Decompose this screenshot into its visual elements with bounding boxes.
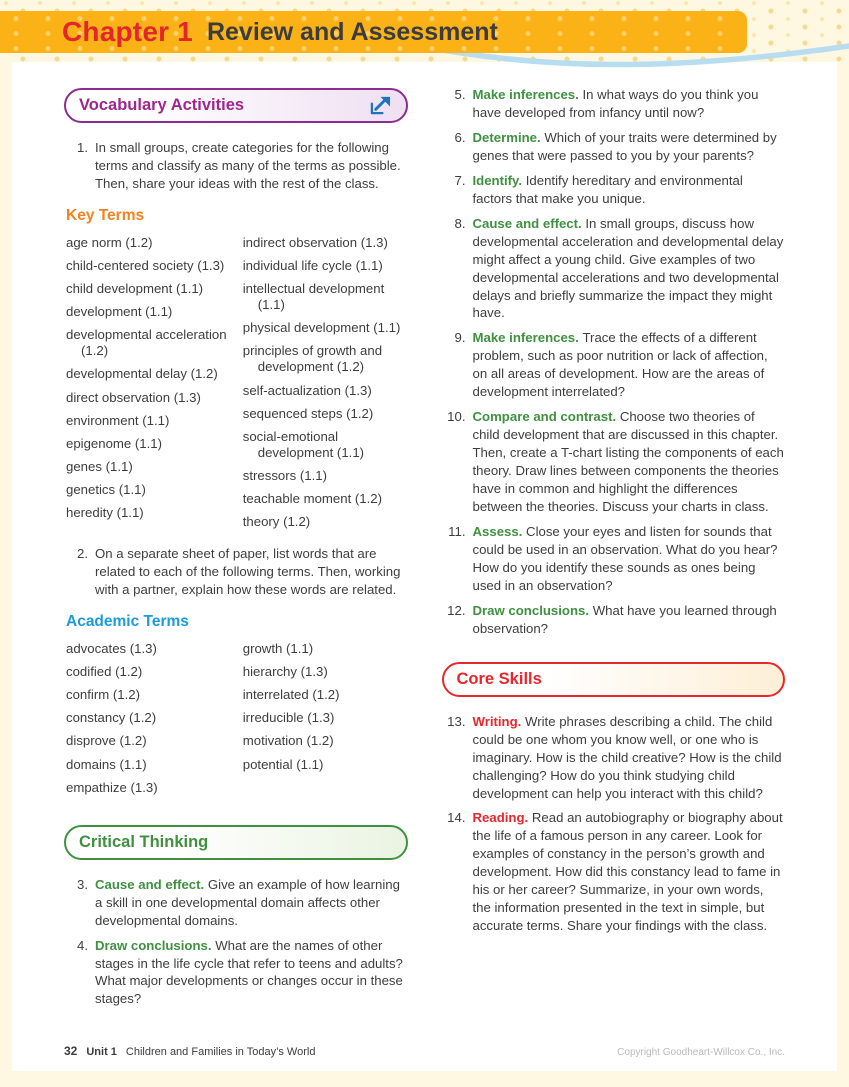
question-text <box>473 523 786 595</box>
question-item <box>64 876 408 930</box>
academic-term: constancy (1.2) <box>66 710 157 726</box>
question-item <box>442 129 786 165</box>
academic-terms-column-1 <box>66 641 231 803</box>
vocabulary-activities-header <box>64 88 408 123</box>
key-term: indirect observation (1.3) <box>242 234 388 250</box>
question-number: 1. <box>77 140 88 155</box>
core-skills-title: Core Skills <box>456 669 542 688</box>
key-term: theory (1.2) <box>242 514 311 530</box>
question-text: In small groups, create categories for the following terms and classify as many of the terms as possible. Then, share your ideas with the rest of the class. <box>95 140 401 191</box>
academic-term: hierarchy (1.3) <box>242 664 328 680</box>
question-lead: Draw conclusions. <box>472 602 590 618</box>
key-terms-column-1 <box>66 235 231 537</box>
question-body-text: In what ways do you think you have developed from infancy until now? <box>472 87 759 120</box>
key-term: principles of growth and development (1.2) <box>242 343 383 375</box>
key-term: direct observation (1.3) <box>66 389 201 405</box>
core-skills-questions <box>442 713 786 935</box>
key-terms-list <box>64 235 408 537</box>
question-body-text: Which of your traits were determined by genes that were passed to you by your parents? <box>472 129 777 163</box>
key-term: environment (1.1) <box>66 412 170 428</box>
key-term: self-actualization (1.3) <box>242 382 372 398</box>
question-item <box>442 408 786 516</box>
key-term: genes (1.1) <box>66 458 133 474</box>
question-lead: Assess. <box>472 523 523 539</box>
academic-terms-heading: Academic Terms <box>66 613 189 631</box>
key-terms-column-2 <box>243 235 408 537</box>
academic-term: domains (1.1) <box>66 756 147 772</box>
question-text <box>95 937 408 1009</box>
critical-thinking-questions-right <box>442 86 786 638</box>
activity-link-icon[interactable] <box>368 95 393 116</box>
question-number: 4. <box>77 937 88 953</box>
key-terms-heading: Key Terms <box>66 206 145 224</box>
question-text <box>473 408 786 516</box>
question-number: 3. <box>77 876 88 892</box>
question-body-text: Read an autobiography or biography about the life of a famous person in any career. Look for examples of constancy in the person’s growth and development. How did this constancy lead to fame in his or her career? Summarize, in your own words, the information presented in the text in simple, but accurate terms. Share your findings with the class. <box>472 810 783 934</box>
key-term: social-emotional development (1.1) <box>242 428 365 460</box>
question-number: 8. <box>454 215 466 231</box>
question-body-text: What have you learned through observation? <box>472 602 777 636</box>
question-number: 6. <box>454 129 466 145</box>
question-lead: Writing. <box>472 713 522 729</box>
question-body-text: Write phrases describing a child. The child could be one whom you know well, or one who is imaginary. How is the child creative? How is the child challenging? How do you think studying child development can help you interact with this child? <box>472 713 782 801</box>
page-footer <box>64 1044 785 1058</box>
question-number: 5. <box>454 87 466 102</box>
key-term: child-centered society (1.3) <box>66 257 225 273</box>
question-lead: Identify. <box>472 172 523 188</box>
academic-term: interrelated (1.2) <box>242 687 340 703</box>
academic-term: disprove (1.2) <box>66 733 147 749</box>
academic-terms-list <box>64 641 408 803</box>
copyright-notice: Copyright Goodheart-Willcox Co., Inc. <box>617 1047 785 1058</box>
key-term: physical development (1.1) <box>242 320 401 336</box>
academic-term: codified (1.2) <box>66 664 143 680</box>
question-text <box>473 329 786 401</box>
question-lead: Make inferences. <box>472 87 579 102</box>
question-text <box>473 713 786 803</box>
question-item <box>442 713 786 803</box>
academic-term: growth (1.1) <box>242 641 314 657</box>
question-text <box>473 215 786 323</box>
question-number: 7. <box>454 172 466 188</box>
question-lead: Reading. <box>472 810 529 826</box>
question-2 <box>64 545 408 599</box>
key-term: intellectual development (1.1) <box>242 281 385 313</box>
key-term: epigenome (1.1) <box>66 435 163 451</box>
question-text <box>473 129 786 165</box>
question-item <box>442 86 786 122</box>
question-body-text: Choose two theories of child development that are discussed in this chapter. Then, create a T-chart listing the components of each theory. Draw lines between components the theories have in common and highlight the differences between the theories. Discuss your charts in class. <box>472 409 784 515</box>
question-number: 12. <box>447 602 466 618</box>
question-text <box>95 876 408 930</box>
key-term: genetics (1.1) <box>66 481 146 497</box>
critical-thinking-questions-left <box>64 876 408 1009</box>
question-body-text: Identify hereditary and environmental factors that make you unique. <box>472 172 743 206</box>
academic-term: potential (1.1) <box>242 756 324 772</box>
question-number: 14. <box>447 810 466 826</box>
question-item <box>64 937 408 1009</box>
key-term: developmental delay (1.2) <box>66 366 218 382</box>
question-body-text: Give an example of how learning a skill in one developmental domain affects other developmental domains. <box>95 876 400 928</box>
question-item <box>442 809 786 935</box>
question-body-text: Close your eyes and listen for sounds that could be used in an observation. What do you hear? How do you identify these sounds as ones being used in an observation? <box>472 523 778 593</box>
key-term: developmental acceleration (1.2) <box>66 327 227 359</box>
question-lead: Compare and contrast. <box>472 409 617 425</box>
chapter-label: Chapter 1 <box>62 16 193 47</box>
key-term: teachable moment (1.2) <box>242 490 383 506</box>
question-item <box>442 602 786 638</box>
question-item <box>442 215 786 323</box>
question-item <box>442 523 786 595</box>
question-text <box>473 602 786 638</box>
page-sheet <box>12 62 837 1071</box>
key-term: stressors (1.1) <box>242 467 328 483</box>
question-text <box>473 809 786 935</box>
academic-term: motivation (1.2) <box>242 733 334 749</box>
question-number: 13. <box>447 713 466 729</box>
question-body-text: In small groups, discuss how developmental acceleration and developmental delay might affect a young child. Give examples of two developmental accelerations and two developmental delays and briefly summarize the impact they might have. <box>472 215 784 321</box>
question-item <box>442 329 786 401</box>
question-lead: Cause and effect. <box>95 876 205 892</box>
key-term: sequenced steps (1.2) <box>242 405 374 421</box>
page-title: Review and Assessment <box>206 17 498 46</box>
key-term: individual life cycle (1.1) <box>242 257 383 273</box>
question-number: 10. <box>447 409 466 425</box>
vocabulary-activities-title: Vocabulary Activities <box>79 96 245 114</box>
academic-term: irreducible (1.3) <box>242 710 335 726</box>
right-column <box>442 86 786 1015</box>
question-text <box>473 172 786 208</box>
academic-term: confirm (1.2) <box>66 687 141 703</box>
question-text: On a separate sheet of paper, list words that are related to each of the following terms. Then, working with a partner, explain how these words are related. <box>95 546 401 598</box>
key-term: child development (1.1) <box>66 281 204 297</box>
critical-thinking-header <box>64 825 408 860</box>
unit-label: Unit 1 <box>86 1046 117 1058</box>
academic-term: advocates (1.3) <box>66 641 157 657</box>
question-item <box>442 172 786 208</box>
question-number: 9. <box>454 330 466 346</box>
core-skills-header <box>442 662 786 697</box>
key-term: heredity (1.1) <box>66 504 144 520</box>
question-body-text: What are the names of other stages in the life cycle that refer to teens and adults? What major developments or changes occur in these stages? <box>95 937 403 1007</box>
question-lead: Cause and effect. <box>472 215 582 231</box>
question-number: 11. <box>448 523 466 539</box>
question-1 <box>64 139 408 193</box>
chapter-banner <box>0 11 747 53</box>
key-term: development (1.1) <box>66 304 173 320</box>
question-lead: Make inferences. <box>472 330 579 346</box>
key-term: age norm (1.2) <box>66 234 153 250</box>
left-column <box>64 86 408 1015</box>
academic-term: empathize (1.3) <box>66 779 158 795</box>
academic-terms-column-2 <box>243 641 408 803</box>
unit-title: Children and Families in Today’s World <box>125 1046 316 1058</box>
critical-thinking-title: Critical Thinking <box>79 832 209 851</box>
question-number: 2. <box>77 546 88 562</box>
question-body-text: Trace the effects of a different problem, such as poor nutrition or lack of affection, on all areas of development. How are the areas of development interrelated? <box>472 330 768 400</box>
question-text <box>473 86 786 122</box>
question-lead: Draw conclusions. <box>95 937 212 953</box>
question-lead: Determine. <box>472 129 541 145</box>
page-number: 32 <box>64 1044 78 1058</box>
